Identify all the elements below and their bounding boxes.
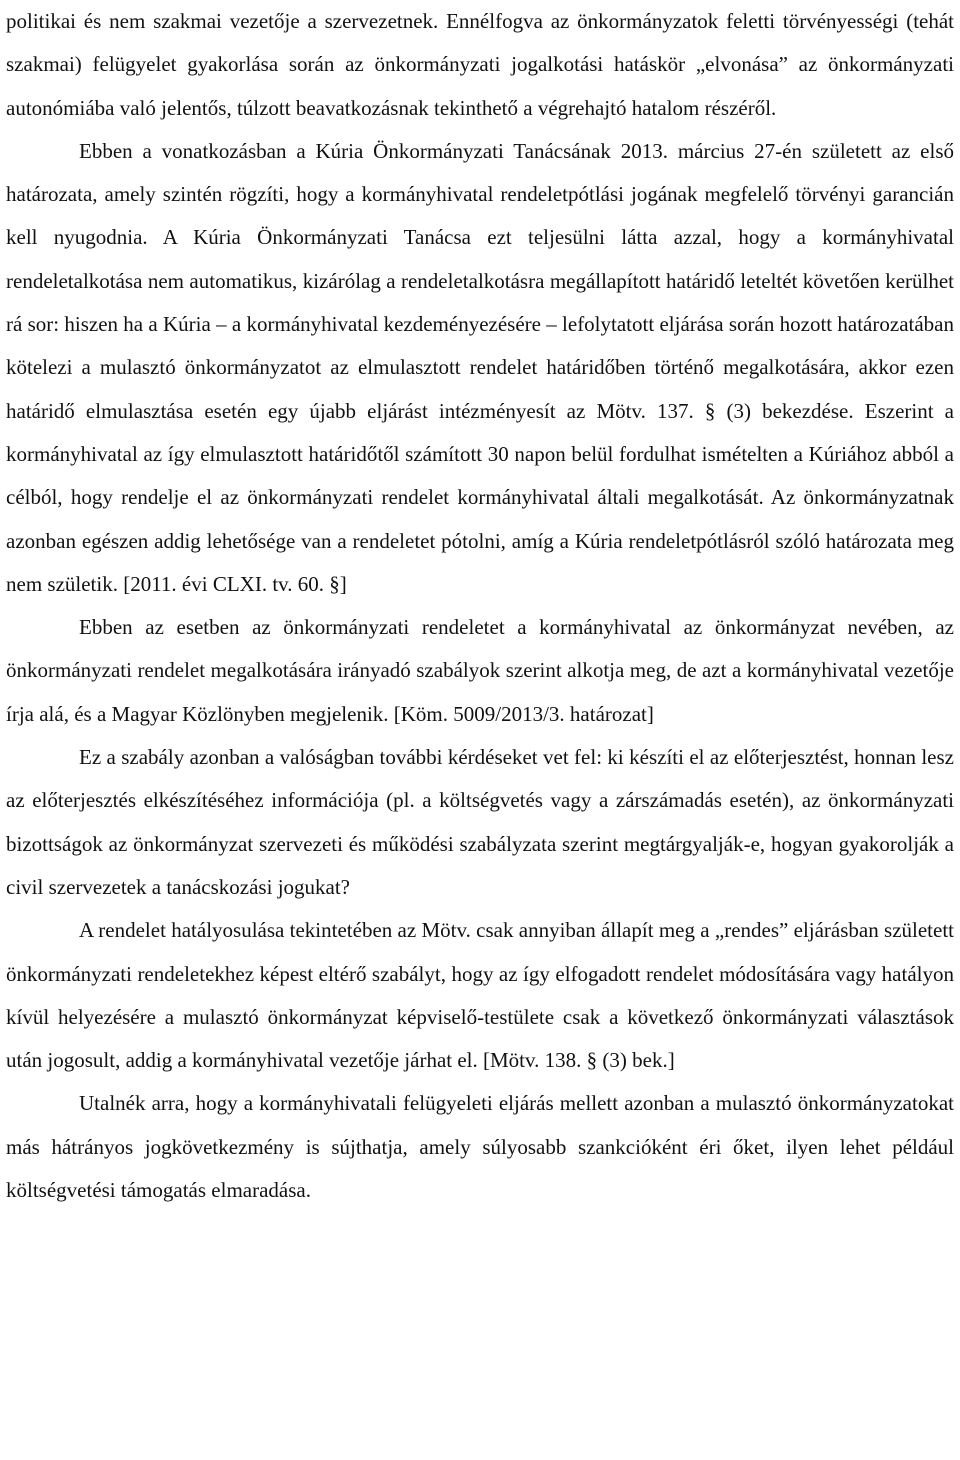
paragraph-3: Ebben az esetben az önkormányzati rendeletet a kormányhivatal az önkormányzat nevében, az önkormányzati rendelet megalkotására irányadó szabályok szerint alkotja meg, de azt a kormányhivatal vezetője írja alá, és a Magyar Közlönyben megjelenik. [Köm. 5009/2013/3. határozat] bbox=[6, 615, 954, 726]
document-page bbox=[6, 0, 954, 1212]
paragraph-5: A rendelet hatályosulása tekintetében az Mötv. csak annyiban állapít meg a „rendes” eljárásban született önkormányzati rendeletekhez képest eltérő szabályt, hogy az így elfogadott rendelet módosítására vagy hatályon kívül helyezésére a mulasztó önkormányzat képviselő-testülete csak a következő önkormányzati választások után jogosult, addig a kormányhivatal vezetője járhat el. [Mötv. 138. § (3) bek.] bbox=[6, 918, 954, 1073]
paragraph-6: Utalnék arra, hogy a kormányhivatali felügyeleti eljárás mellett azonban a mulasztó önkormányzatokat más hátrányos jogkövetkezmény is sújthatja, amely súlyosabb szankcióként éri őket, ilyen lehet például költségvetési támogatás elmaradása. bbox=[6, 1091, 954, 1203]
paragraph-2: Ebben a vonatkozásban a Kúria Önkormányzati Tanácsának 2013. március 27-én született az első határozata, amely szintén rögzíti, hogy a kormányhivatal rendeletpótlási jogának megfelelő törvényi garancián kell nyugodnia. A Kúria Önkormányzati Tanácsa ezt teljesülni látta azzal, hogy a kormányhivatal rendeletalkotása nem automatikus, kizárólag a rendeletalkotásra megállapított határidő leteltét követően kerülhet rá sor: hiszen ha a Kúria – a kormányhivatal kezdeményezésére – lefolytatott eljárása során hozott határozatában kötelezi a mulasztó önkormányzatot az elmulasztott rendelet határidőben történő megalkotására, akkor ezen határidő elmulasztása esetén egy újabb eljárást intézményesít az Mötv. 137. § (3) bekezdése. Eszerint a kormányhivatal az így elmulasztott határidőtől számított 30 napon belül fordulhat ismételten a Kúriához abból a célból, hogy rendelje el az önkormányzati rendelet kormányhivatal általi megalkotását. Az önkormányzatnak azonban egészen addig lehetősége van a rendeletet pótolni, amíg a Kúria rendeletpótlásról szóló határozata meg nem születik. [2011. évi CLXI. tv. 60. §] bbox=[6, 138, 954, 596]
paragraph-1: politikai és nem szakmai vezetője a szervezetnek. Ennélfogva az önkormányzatok feletti törvényességi (tehát szakmai) felügyelet gyakorlása során az önkormányzati jogalkotási hatáskör „elvonása” az önkormányzati autonómiába való jelentős, túlzott beavatkozásnak tekinthető a végrehajtó hatalom részéről. bbox=[6, 9, 954, 120]
paragraph-4: Ez a szabály azonban a valóságban további kérdéseket vet fel: ki készíti el az előterjesztést, honnan lesz az előterjesztés elkészítéséhez információja (pl. a költségvetés vagy a zárszámadás esetén), az önkormányzati bizottságok az önkormányzat szervezeti és működési szabályzata szerint megtárgyalják-e, hogyan gyakorolják a civil szervezetek a tanácskozási jogukat? bbox=[6, 745, 954, 899]
